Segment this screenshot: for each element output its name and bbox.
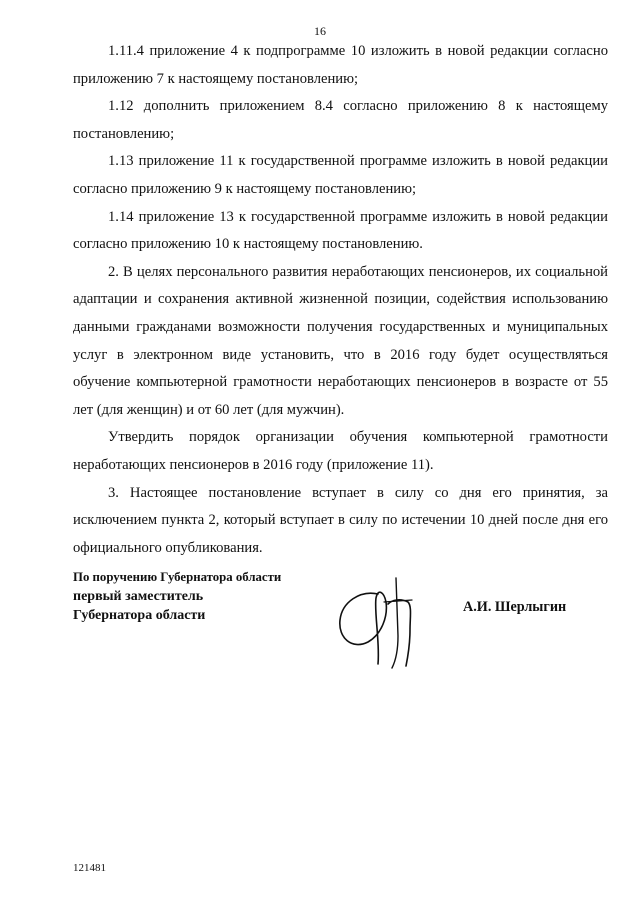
signatory-line-2: первый заместитель (73, 589, 204, 604)
page-number: 16 (314, 24, 326, 38)
paragraph-1-12: 1.12 дополнить приложением 8.4 согласно приложению 8 к настоящему постановлению; (73, 98, 608, 142)
paragraph-approve-order: Утвердить порядок организации обучения компьютерной грамотности неработающих пенсионеров в 2016 году (приложение 11). (73, 429, 608, 473)
handwritten-signature (330, 572, 440, 672)
paragraph-1-13: 1.13 приложение 11 к государственной программе изложить в новой редакции согласно приложению 9 к настоящему постановлению; (73, 153, 608, 197)
paragraph-1-11-4: 1.11.4 приложение 4 к подпрограмме 10 изложить в новой редакции согласно приложению 7 к настоящему постановлению; (73, 43, 608, 87)
paragraph-1-14: 1.14 приложение 13 к государственной программе изложить в новой редакции согласно приложению 10 к настоящему постановлению. (73, 208, 608, 253)
signatory-line-3: Губернатора области (73, 608, 206, 623)
signatory-title-block (73, 568, 281, 625)
signatory-line-1: По поручению Губернатора области (73, 570, 282, 584)
signer-name: А.И. Шерлыгин (463, 599, 567, 615)
document-body (73, 38, 608, 562)
paragraph-3: 3. Настоящее постановление вступает в силу со дня его принятия, за исключением пункта 2, который вступает в силу по истечении 10 дней после дня его официального опубликования. (73, 484, 608, 556)
paragraph-2: 2. В целях персонального развития неработающих пенсионеров, их социальной адаптации и сохранения активной жизненной позиции, содействия использованию данными гражданами возможности получения государственных и муниципальных услуг в электронном виде установить, что в 2016 году будет осуществляться обучение компьютерной грамотности неработающих пенсионеров в возрасте от 55 лет (для женщин) и от 60 лет (для мужчин). (73, 263, 608, 418)
document-code: 121481 (73, 862, 106, 874)
